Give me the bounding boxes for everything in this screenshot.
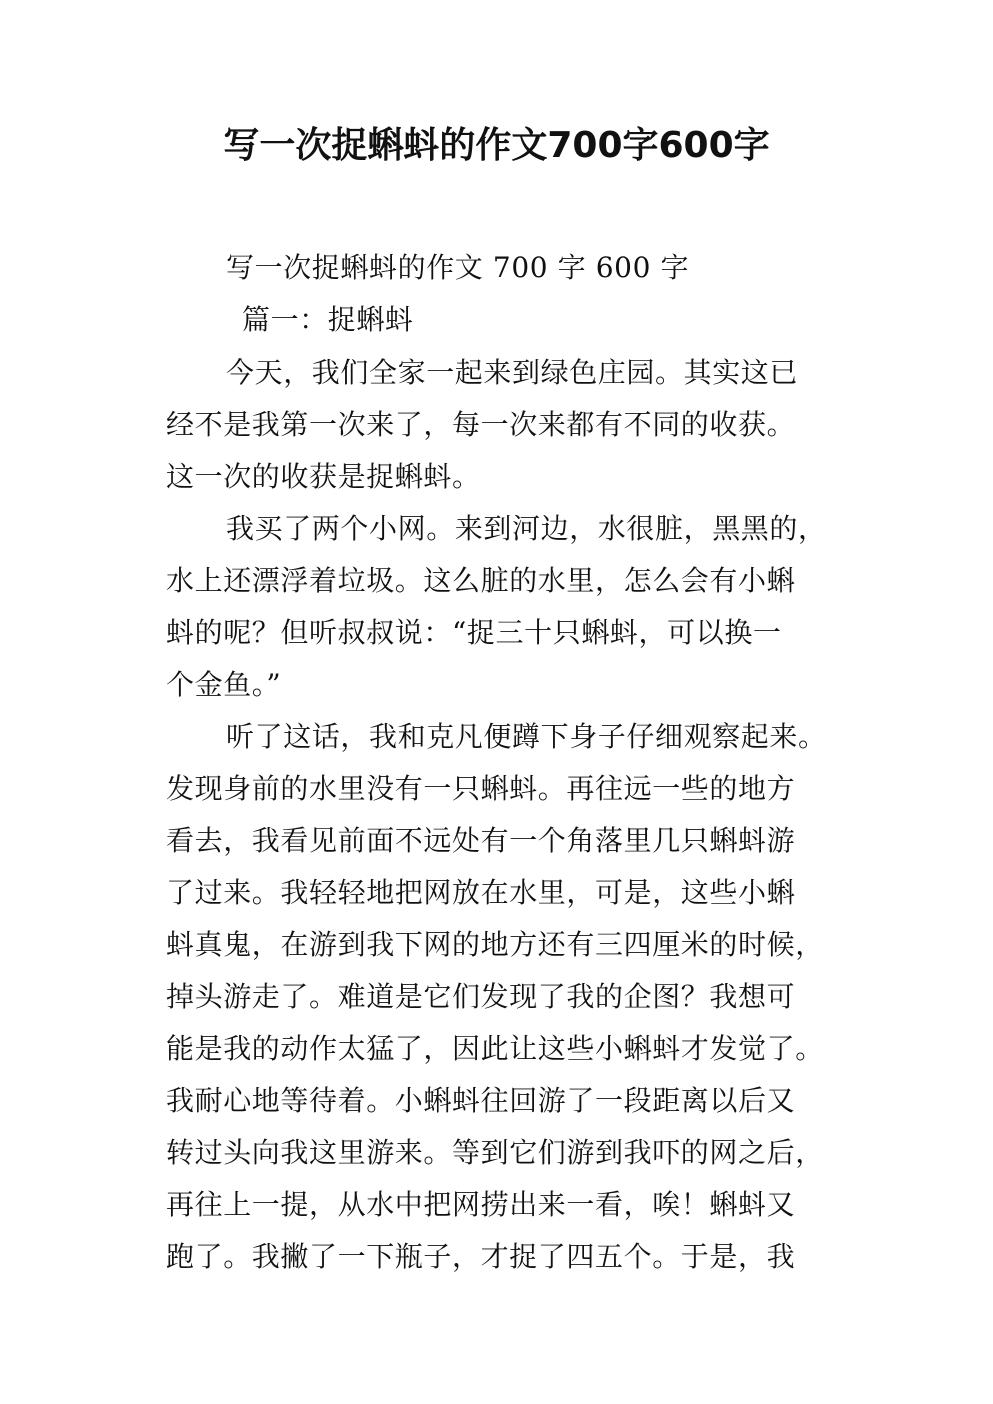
section-heading: 篇一：捉蝌蚪 bbox=[242, 303, 414, 336]
paragraph-line: 水上还漂浮着垃圾。这么脏的水里，怎么会有小蝌 bbox=[166, 564, 796, 597]
paragraph-line: 蚪的呢？但听叔叔说：“捉三十只蝌蚪，可以换一 bbox=[166, 616, 782, 649]
paragraph-line: 个金鱼。” bbox=[166, 668, 282, 701]
paragraph-line: 看去，我看见前面不远处有一个角落里几只蝌蚪游 bbox=[166, 824, 796, 857]
paragraph-line: 蚪真鬼，在游到我下网的地方还有三四厘米的时候， bbox=[166, 928, 824, 961]
paragraph-line: 再往上一提，从水中把网捞出来一看，唉！蝌蚪又 bbox=[166, 1188, 796, 1221]
paragraph-line: 这一次的收获是捉蝌蚪。 bbox=[166, 460, 481, 493]
paragraph-line: 今天，我们全家一起来到绿色庄园。其实这已 bbox=[226, 356, 799, 389]
paragraph-line: 发现身前的水里没有一只蝌蚪。再往远一些的地方 bbox=[166, 772, 796, 805]
paragraph-line: 能是我的动作太猛了，因此让这些小蝌蚪才发觉了。 bbox=[166, 1032, 824, 1065]
subtitle-line: 写一次捉蝌蚪的作文 700 字 600 字 bbox=[226, 251, 690, 284]
paragraph-line: 我买了两个小网。来到河边，水很脏，黑黑的， bbox=[226, 512, 827, 545]
paragraph-line: 听了这话，我和克凡便蹲下身子仔细观察起来。 bbox=[226, 720, 827, 753]
paragraph-line: 跑了。我撇了一下瓶子，才捉了四五个。于是，我 bbox=[166, 1240, 796, 1273]
paragraph-line: 了过来。我轻轻地把网放在水里，可是，这些小蝌 bbox=[166, 876, 796, 909]
paragraph-line: 经不是我第一次来了，每一次来都有不同的收获。 bbox=[166, 408, 796, 441]
paragraph-line: 转过头向我这里游来。等到它们游到我吓的网之后， bbox=[166, 1136, 824, 1169]
paragraph-line: 掉头游走了。难道是它们发现了我的企图？我想可 bbox=[166, 980, 796, 1013]
paragraph-line: 我耐心地等待着。小蝌蚪往回游了一段距离以后又 bbox=[166, 1084, 796, 1117]
document-title: 写一次捉蝌蚪的作文700字600字 bbox=[223, 125, 770, 166]
